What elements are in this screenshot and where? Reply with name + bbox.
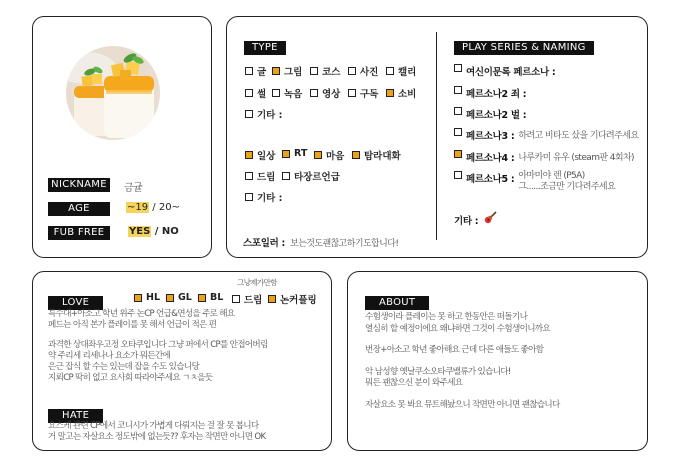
text-line: 열심히 할 예정이에요 왜냐하면 그것이 수험생이니까요	[365, 323, 550, 334]
checkbox-icon	[245, 110, 253, 118]
type-option[interactable]: 코스	[310, 64, 340, 78]
series-note: 하려고 비타도 샀을 기다려주세요	[518, 131, 639, 141]
text-line: 특수대+아소고 학년 위주 논CP 언급&연성을 주로 해요	[48, 309, 235, 319]
about-header: ABOUT	[365, 296, 429, 310]
hate-text	[48, 421, 265, 443]
card-divider	[436, 32, 437, 240]
checkbox-icon	[310, 67, 318, 75]
text-line: 과격한 상대좌우고정 오타쿠입니다 그냥 퍼에서 CP를 안접어버림	[48, 340, 268, 350]
spoiler-row	[243, 231, 398, 250]
text-line: 뭐든 괜찮으신 분이 와주세요	[365, 378, 463, 388]
checkbox-checked-icon	[134, 294, 142, 302]
type-option[interactable]: 탐라대화	[352, 148, 401, 162]
checkbox-icon	[245, 172, 253, 180]
series-item: 페르소나2 죄 :	[454, 86, 530, 100]
text-line: 약 주리세 리세나나 요소가 뭐든간에	[48, 351, 171, 361]
type-option[interactable]: 사진	[348, 64, 378, 78]
type-option[interactable]: 구독	[348, 86, 378, 100]
age-option-minor: ~19	[127, 202, 149, 213]
checkbox-icon	[348, 67, 356, 75]
checkbox-checked-icon	[268, 295, 276, 303]
type-header-wrap	[244, 35, 286, 55]
checkbox-icon	[272, 89, 280, 97]
text-line: 요스케 관련 CP에서 코니시가 가볍게 다뤄지는 걸 잘 못 봅니다	[48, 421, 259, 431]
love-option[interactable]: 논커플링	[268, 292, 317, 306]
series-item: 페르소나3 : 하려고 비타도 샀을 기다려주세요	[454, 128, 638, 142]
type-option[interactable]: 소비	[386, 86, 416, 100]
checkbox-checked-icon	[282, 150, 290, 158]
checkbox-icon	[232, 295, 240, 303]
type-option[interactable]: 녹음	[272, 86, 302, 100]
checkbox-checked-icon	[166, 294, 174, 302]
fub-yes: YES	[129, 226, 151, 237]
checkbox-checked-icon	[198, 294, 206, 302]
checkbox-icon[interactable]	[454, 107, 462, 115]
fub-label: FUB FREE	[48, 226, 110, 240]
guitar-icon	[483, 210, 497, 229]
checkbox-icon	[245, 89, 253, 97]
checkbox-icon	[245, 193, 253, 201]
age-separator: /	[152, 202, 156, 213]
type-option[interactable]: 그림	[272, 64, 302, 78]
age-row	[48, 202, 110, 216]
checkbox-checked-icon	[245, 151, 253, 159]
age-options	[126, 202, 180, 213]
series-etc-row	[454, 210, 497, 229]
hate-header-wrap	[48, 403, 103, 423]
love-text	[48, 309, 268, 384]
checkbox-icon	[386, 67, 394, 75]
about-text	[365, 312, 560, 411]
fub-options	[128, 226, 179, 237]
fub-row	[48, 226, 110, 240]
text-line: 페드는 아직 본가 플레이를 못 해서 언급이 적은 편	[48, 320, 217, 330]
checkbox-icon	[245, 67, 253, 75]
text-line	[365, 335, 560, 345]
nickname-value: 금귤	[124, 183, 143, 194]
checkbox-icon[interactable]	[454, 86, 462, 94]
text-line: 수험생이라 플레이는 못 하고 한동안은 떠돌기나	[365, 312, 528, 322]
checkbox-icon	[310, 89, 318, 97]
checkbox-checked-icon	[314, 151, 322, 159]
fub-separator: /	[154, 226, 159, 237]
age-option-adult: 20~	[158, 202, 180, 213]
series-etc-label: 기타 :	[454, 215, 479, 227]
love-option[interactable]: GL	[166, 292, 192, 303]
text-line: 자살요소 못 봐요 뮤트해놨으니 작면만 아니면 괜찮습니다	[365, 399, 560, 410]
type-option[interactable]: RT	[282, 148, 307, 159]
type-header: TYPE	[244, 41, 286, 55]
about-header-wrap	[365, 290, 429, 310]
hate-header: HATE	[48, 409, 103, 423]
text-line: 지뢰CP 딱히 없고 요사회 따라야주세요 ㄱㅊ을듯	[48, 373, 213, 383]
type-option[interactable]: 썰	[245, 86, 266, 100]
series-item: 여신이문록 페르소나 :	[454, 64, 559, 78]
type-option[interactable]: 캘리	[386, 64, 416, 78]
play-series-header-wrap	[454, 35, 594, 55]
love-option[interactable]: 드림	[232, 292, 262, 306]
love-note: 그냥제가만함	[237, 278, 277, 287]
nickname-row	[48, 178, 110, 192]
type-option[interactable]: 타장르언급	[282, 169, 340, 183]
type-option[interactable]: 드림	[245, 169, 275, 183]
type-option[interactable]: 일상	[245, 148, 275, 162]
checkbox-icon[interactable]	[454, 171, 462, 179]
love-option[interactable]: HL	[134, 292, 160, 303]
love-header-wrap	[48, 290, 103, 310]
checkbox-icon	[348, 89, 356, 97]
checkbox-checked-icon	[272, 67, 280, 75]
spoiler-label: 스포일러 :	[243, 238, 286, 249]
age-label: AGE	[48, 202, 110, 216]
checkbox-checked-icon	[386, 89, 394, 97]
play-series-header: PLAY SERIES & NAMING	[454, 41, 594, 55]
series-note: 그......조금만 기다려주세요	[518, 182, 616, 192]
love-option[interactable]: BL	[198, 292, 223, 303]
love-header: LOVE	[48, 296, 103, 310]
checkbox-icon[interactable]	[454, 128, 462, 136]
text-line	[365, 357, 560, 367]
type-option[interactable]: 영상	[310, 86, 340, 100]
type-etc[interactable]: 기타 :	[245, 190, 282, 204]
series-item: 페르소나2 벌 :	[454, 107, 530, 121]
nickname-label: NICKNAME	[48, 178, 110, 192]
fub-no: NO	[161, 226, 179, 237]
type-option[interactable]: 마음	[314, 148, 344, 162]
checkbox-checked-icon	[352, 151, 360, 159]
checkbox-icon[interactable]	[454, 64, 462, 72]
series-note: 아마미야 렌 (P5A)	[518, 171, 585, 181]
text-line: 거 말고는 자살요소 정도밖에 없는듯?? 후자는 작면만 아니면 OK	[48, 432, 266, 442]
type-etc[interactable]: 기타 :	[245, 107, 282, 121]
type-option[interactable]: 글	[245, 64, 266, 78]
series-item: 페르소나4 : 나루카미 유우 (steam판 4회차)	[454, 150, 634, 164]
dessert-cup-image	[66, 46, 160, 140]
series-note: 나루카미 유우 (steam판 4회차)	[518, 153, 634, 163]
text-line: 번장+아소고 학년 좋아해요 근데 다른 애들도 좋아함	[365, 345, 544, 355]
text-line: 악 남성향 옛날쿠소오타쿠밸류가 있습니다!	[365, 366, 511, 377]
series-item: 페르소나5 : 아마미야 렌 (P5A) 그......조금만 기다려주세요	[454, 171, 615, 193]
text-line	[48, 331, 268, 340]
text-line	[365, 390, 560, 400]
spoiler-value: 보는것도괜찮고하기도합니다!	[290, 239, 399, 249]
checkbox-icon	[282, 172, 290, 180]
checkbox-checked-icon[interactable]	[454, 150, 462, 158]
text-line: 은근 잡식 할 수는 있는데 잡을 수도 있습니당	[48, 362, 200, 372]
